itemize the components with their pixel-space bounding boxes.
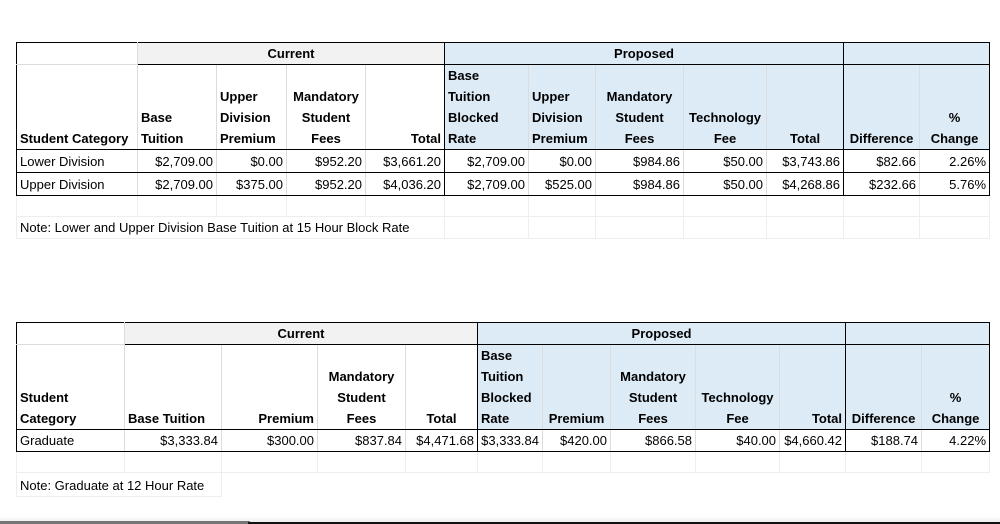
cell-proposed-fees: $984.86 [596,173,684,196]
cell-base-tuition: $2,709.00 [138,150,217,173]
col-header-total: Total [366,65,445,150]
cell-mandatory-fees: $952.20 [287,150,366,173]
cell-proposed-premium: $525.00 [529,173,596,196]
col-header-technology-fee: Technology Fee [684,65,767,150]
col-header-proposed-total: Total [780,345,846,430]
cell-mandatory-fees: $837.84 [318,430,406,452]
cell-premium: $300.00 [222,430,318,452]
row-category: Upper Division [17,173,138,196]
row-category: Lower Division [17,150,138,173]
corner-cell [17,323,125,345]
cell-proposed-total: $4,268.86 [767,173,844,196]
cell-base-tuition: $3,333.84 [125,430,222,452]
cell-percent-change: 4.22% [922,430,990,452]
cell-upper-division-premium: $0.00 [217,150,287,173]
col-header-mandatory-fees: Mandatory Student Fees [287,65,366,150]
col-header-premium: Premium [222,345,318,430]
col-header-total: Total [406,345,478,430]
col-header-difference: Difference [844,65,920,150]
cell-upper-division-premium: $375.00 [217,173,287,196]
col-header-proposed-mandatory-fees: Mandatory Student Fees [596,65,684,150]
col-header-base-tuition: Base Tuition [138,65,217,150]
cell-proposed-base: $2,709.00 [445,173,529,196]
col-header-proposed-upper-division-premium: Upper Division Premium [529,65,596,150]
group-header-current: Current [125,323,478,345]
col-header-student-category: Student Category [17,345,125,430]
tuition-table-graduate [16,322,990,497]
cell-percent-change: 5.76% [920,173,990,196]
cell-total: $3,661.20 [366,150,445,173]
group-header-difference [846,323,990,345]
table1-note: Note: Lower and Upper Division Base Tuition at 15 Hour Block Rate [17,217,445,239]
tuition-table-undergrad [16,42,990,239]
col-header-proposed-mandatory-fees: Mandatory Student Fees [611,345,696,430]
cell-technology-fee: $40.00 [696,430,780,452]
cell-difference: $82.66 [844,150,920,173]
col-header-proposed-total: Total [767,65,844,150]
col-header-difference: Difference [846,345,922,430]
cell-proposed-total: $3,743.86 [767,150,844,173]
cell-proposed-premium: $0.00 [529,150,596,173]
col-header-base-tuition-blocked: Base Tuition Blocked Rate [478,345,543,430]
col-header-proposed-premium: Premium [543,345,611,430]
group-header-proposed: Proposed [478,323,846,345]
cell-total: $4,471.68 [406,430,478,452]
row-category: Graduate [17,430,125,452]
corner-cell [17,43,138,65]
cell-base-tuition: $2,709.00 [138,173,217,196]
col-header-technology-fee: Technology Fee [696,345,780,430]
cell-difference: $188.74 [846,430,922,452]
cell-proposed-fees: $984.86 [596,150,684,173]
col-header-percent-change: % Change [922,345,990,430]
cell-proposed-base: $2,709.00 [445,150,529,173]
cell-total: $4,036.20 [366,173,445,196]
table-row [17,150,990,173]
cell-proposed-base: $3,333.84 [478,430,543,452]
cell-proposed-fees: $866.58 [611,430,696,452]
col-header-base-tuition-blocked: Base Tuition Blocked Rate [445,65,529,150]
col-header-student-category: Student Category [17,65,138,150]
cell-technology-fee: $50.00 [684,150,767,173]
col-header-mandatory-fees: Mandatory Student Fees [318,345,406,430]
cell-proposed-premium: $420.00 [543,430,611,452]
cell-technology-fee: $50.00 [684,173,767,196]
cell-mandatory-fees: $952.20 [287,173,366,196]
group-header-proposed: Proposed [445,43,844,65]
cell-difference: $232.66 [844,173,920,196]
table2-note: Note: Graduate at 12 Hour Rate [17,473,222,497]
group-header-current: Current [138,43,445,65]
cell-proposed-total: $4,660.42 [780,430,846,452]
table-row [17,173,990,196]
group-header-difference [844,43,990,65]
cell-percent-change: 2.26% [920,150,990,173]
col-header-upper-division-premium: Upper Division Premium [217,65,287,150]
col-header-percent-change: % Change [920,65,990,150]
table-row [17,430,990,452]
col-header-base-tuition: Base Tuition [125,345,222,430]
